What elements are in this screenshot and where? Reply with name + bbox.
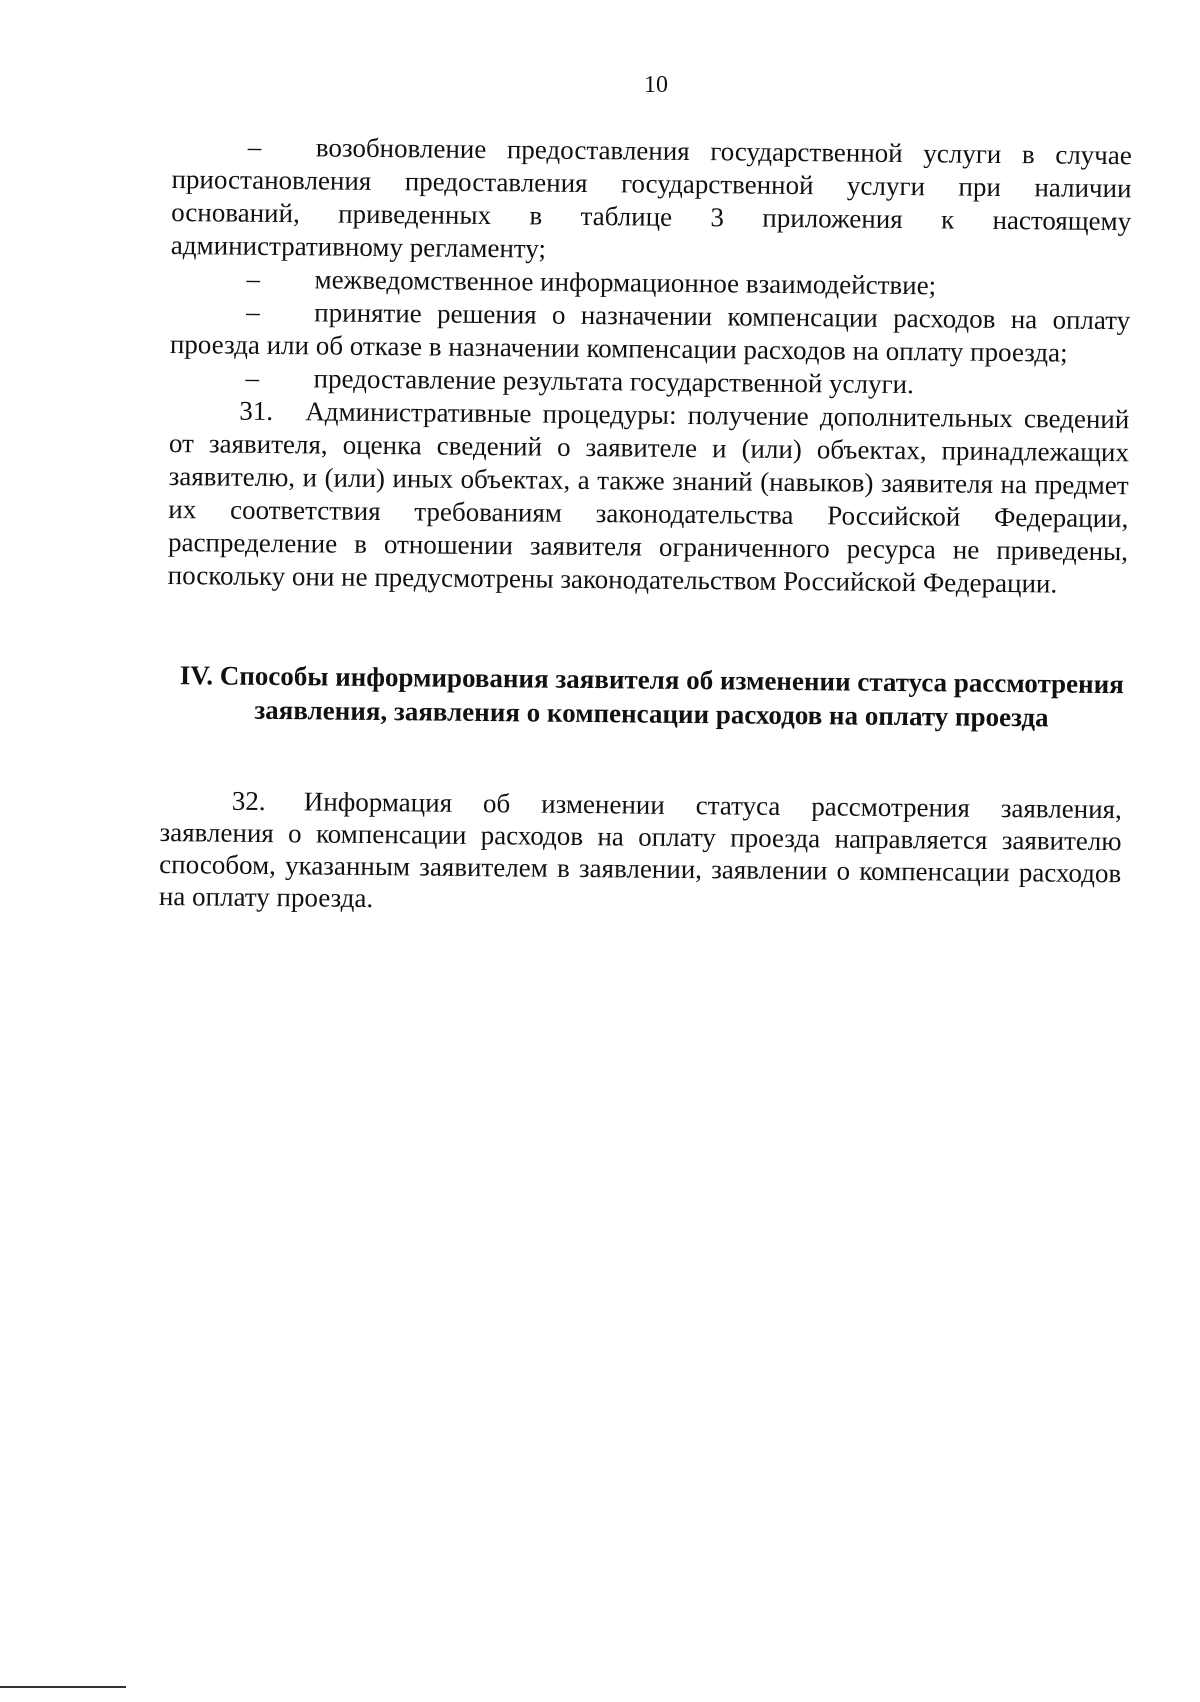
section-body — [159, 784, 1122, 921]
paragraph-32 — [159, 784, 1122, 921]
paragraph-number: 31. — [239, 395, 274, 426]
footer-rule — [0, 1686, 126, 1688]
list-item — [170, 295, 1131, 370]
list-marker: – — [245, 362, 260, 393]
list-item-text: предоставление результата государственной услуги. — [313, 363, 914, 400]
paragraph-text: Административные процедуры: получение дополнительных сведений от заявителя, оценка сведений о заявителе и (или) объектах, принадлежащих заявителю, и (или) иных объектах, а также знаний (навыков) заявителя на предмет их соответствия требованиям законодательства Российской Федерации, распределение в отношении заявителя ограниченного ресурса не приведены, поскольку они не предусмотрены законодательством Российской Федерации. — [167, 396, 1130, 599]
procedures-list — [168, 130, 1132, 601]
list-item-text: принятие решения о назначении компенсации расходов на оплату проезда или об отказе в назначении компенсации расходов на оплату проезда; — [169, 297, 1131, 368]
paragraph-text: Информация об изменении статуса рассмотрения заявления, заявления о компенсации расходов на оплату проезда направляется заявителю способом, указанным заявителем в заявлении, заявлении о компенсации расходов на оплату проезда. — [158, 786, 1122, 914]
page-number: 10 — [644, 72, 668, 98]
list-marker: – — [246, 263, 261, 294]
list-item — [171, 130, 1132, 271]
list-marker: – — [246, 296, 260, 327]
paragraph-31 — [168, 394, 1130, 601]
list-item-text: возобновление предоставления государственной услуги в случае приостановления предоставления государственной услуги при наличии оснований, приведенных в таблице 3 приложения к настоящему административному регламенту; — [170, 132, 1132, 264]
paragraph-number: 32. — [231, 785, 266, 817]
list-item-text: межведомственное информационное взаимодействие; — [314, 264, 937, 301]
list-marker: – — [247, 131, 262, 162]
section-heading: IV. Способы информирования заявителя об изменении статуса рассмотрения заявления, заявления о компенсации расходов на оплату проезда — [179, 660, 1124, 733]
